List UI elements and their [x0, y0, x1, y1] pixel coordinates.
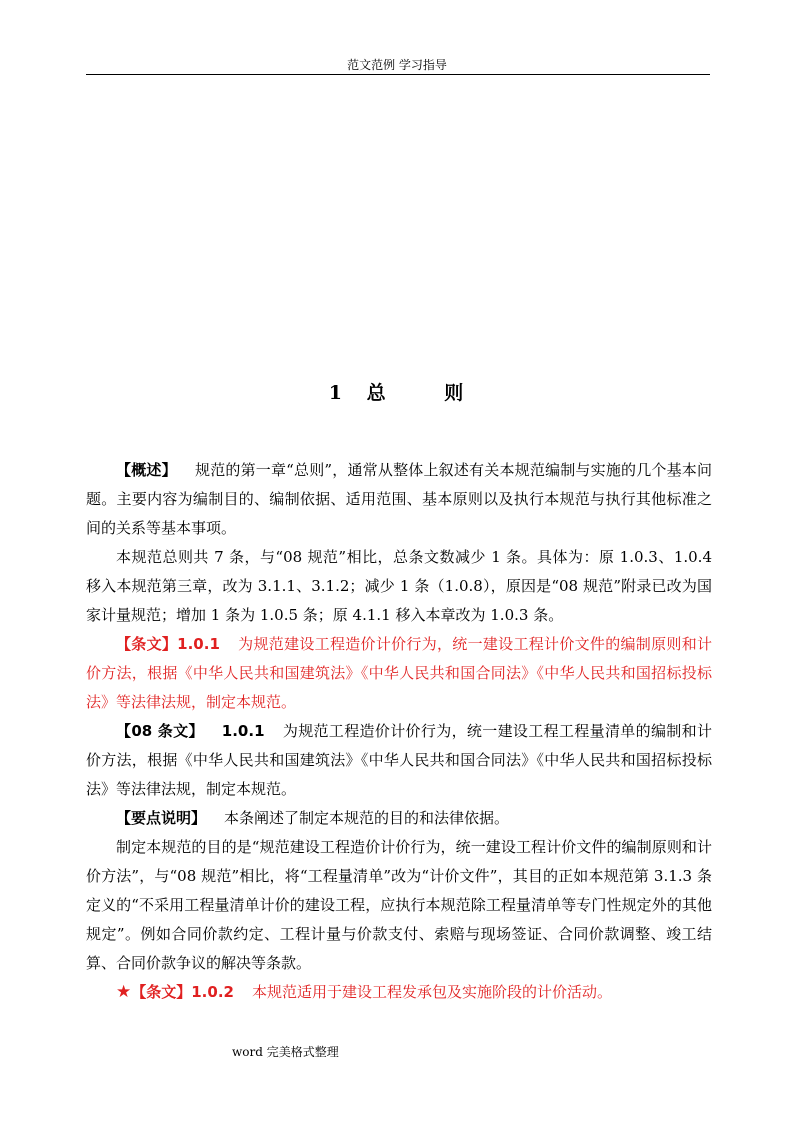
- summary-paragraph: [86, 543, 712, 630]
- key-point-text: 本条阐述了制定本规范的目的和法律依据。: [224, 809, 510, 827]
- clause-102-tag: 【条文】1.0.2: [131, 983, 234, 1001]
- page-footer: word 完美格式整理: [232, 1045, 339, 1059]
- clause-101-text: 为规范建设工程造价计价行为，统一建设工程计价文件的编制原则和计价方法，根据《中华人民共和国建筑法》《中华人民共和国合同法》《中华人民共和国招标投标法》等法律法规，制定本规范。: [86, 635, 712, 711]
- old-clause-number: 1.0.1: [221, 722, 265, 740]
- star-icon: ★: [116, 982, 132, 1002]
- overview-paragraph: [86, 456, 712, 543]
- explanation-text: 制定本规范的目的是“规范建设工程造价计价行为，统一建设工程计价文件的编制原则和计价方法”，与“08 规范”相比，将“工程量清单”改为“计价文件”，其目的正如本规范第 3.1.3 条定义的“不采用工程量清单计价的建设工程，应执行本规范除工程量清单等专门性规定外的其他规定”。例如合同价款约定、工程计量与价款支付、索赔与现场签证、合同价款调整、竣工结算、合同价款争议的解决等条款。: [86, 838, 712, 972]
- old-clause-paragraph: [86, 717, 712, 804]
- chapter-title: [0, 378, 794, 405]
- document-body: [86, 456, 712, 1007]
- old-clause-tag: 【08 条文】: [116, 722, 204, 740]
- summary-text: 本规范总则共 7 条，与“08 规范”相比，总条文数减少 1 条。具体为：原 1.0.3、1.0.4 移入本规范第三章，改为 3.1.1、3.1.2；减少 1 条（1.0.8），原因是“08 规范”附录已改为国家计量规范；增加 1 条为 1.0.5 条；原 4.1.1 移入本章改为 1.0.3 条。: [86, 548, 712, 624]
- key-point-tag: 【要点说明】: [116, 809, 207, 827]
- page-header: 范文范例 学习指导: [347, 58, 447, 72]
- overview-text: 规范的第一章“总则”，通常从整体上叙述有关本规范编制与实施的几个基本问题。主要内容为编制目的、编制依据、适用范围、基本原则以及执行本规范与执行其他标准之间的关系等基本事项。: [86, 461, 712, 537]
- chapter-number: 1: [328, 382, 344, 404]
- chapter-title-char-2: 则: [444, 382, 466, 404]
- clause-102-text: 本规范适用于建设工程发承包及实施阶段的计价活动。: [251, 983, 612, 1001]
- clause-101-paragraph: [86, 630, 712, 717]
- old-clause-text: 为规范工程造价计价行为，统一建设工程工程量清单的编制和计价方法，根据《中华人民共和国建筑法》《中华人民共和国合同法》《中华人民共和国招标投标法》等法律法规，制定本规范。: [86, 722, 712, 798]
- key-point-paragraph: [86, 804, 712, 833]
- overview-tag: 【概述】: [116, 461, 177, 479]
- chapter-title-char-1: 总: [366, 382, 388, 404]
- explanation-paragraph: [86, 833, 712, 978]
- header-rule: [86, 74, 710, 75]
- clause-102-paragraph: [86, 978, 712, 1007]
- clause-101-tag: 【条文】1.0.1: [116, 635, 220, 653]
